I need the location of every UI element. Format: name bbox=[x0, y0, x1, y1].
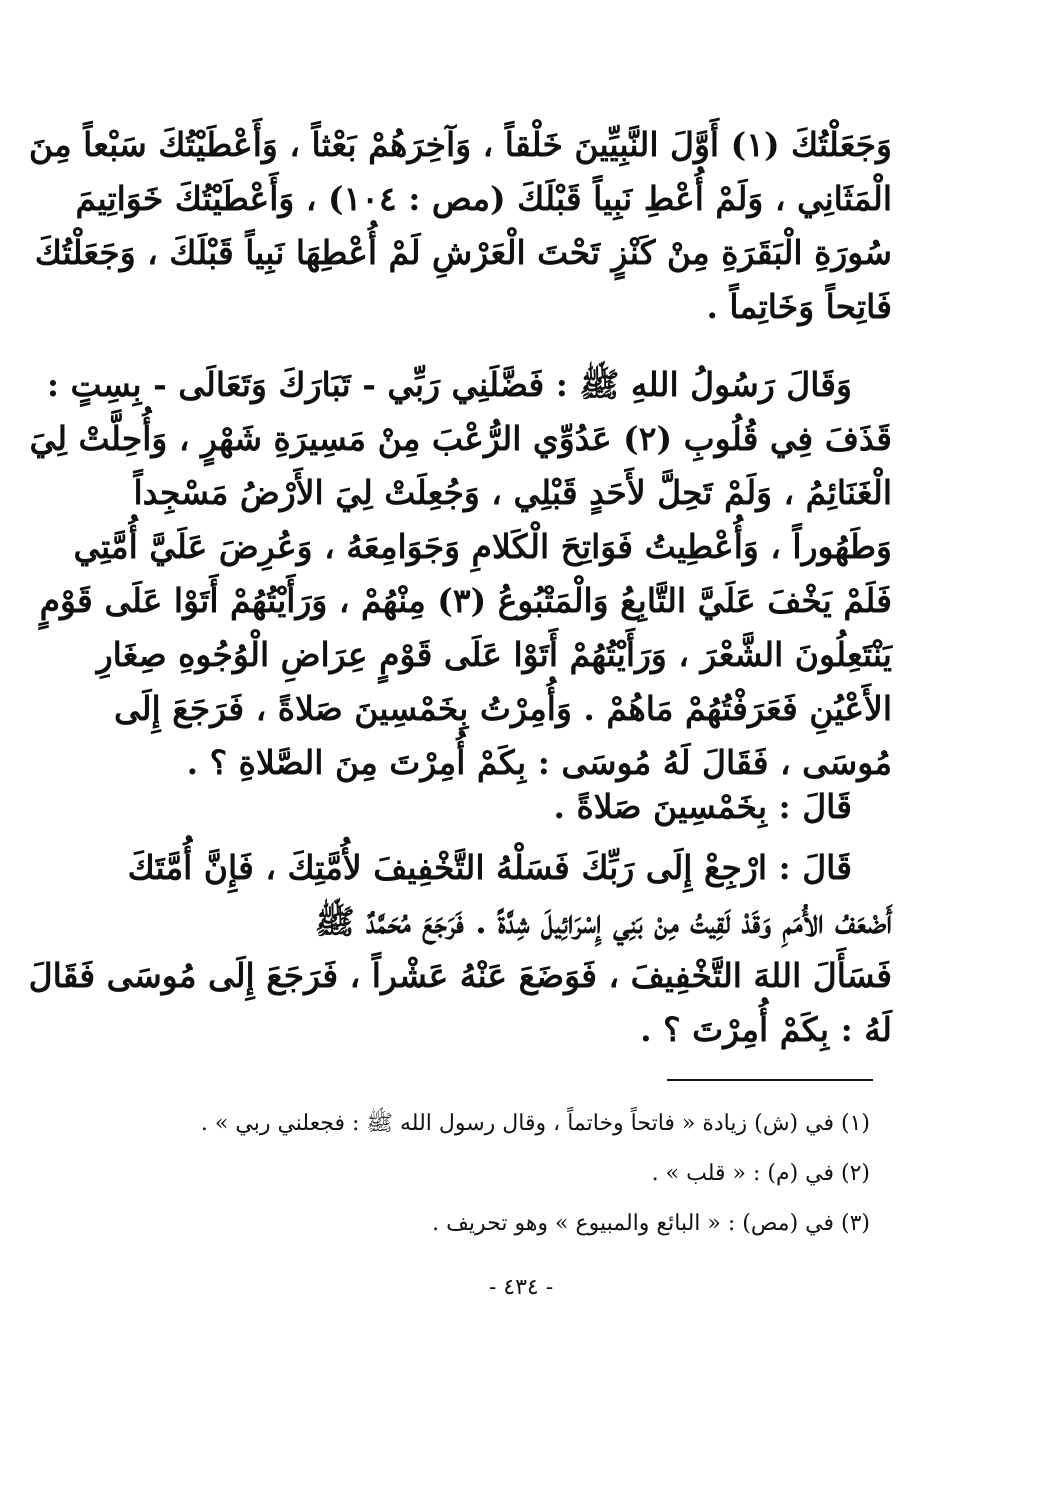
text-line: وَجَعَلْتُكَ (١) أَوَّلَ النَّبِيِّينَ خَلْقاً ، وَآخِرَهُمْ بَعْثاً ، وَأَعْطَيْتُكَ سَبْعاً مِنَ bbox=[28, 125, 892, 164]
footnote-1: (١) في (ش) زيادة « فاتحاً وخاتماً ، وقال رسول الله ﷺ : فجعلني ربي » . bbox=[200, 1111, 870, 1136]
paragraph-2 bbox=[29, 358, 892, 782]
page-number: - ٤٣٤ - bbox=[488, 1275, 554, 1300]
paragraph-1 bbox=[28, 118, 892, 358]
text-line: فَاتِحاً وَخَاتِماً . bbox=[706, 287, 892, 326]
text-line: الأَعْيُنِ فَعَرَفْتُهُمْ مَاهُمْ . وَأُمِرْتُ بِخَمْسِينَ صَلاةً ، فَرَجَعَ إِلَى bbox=[113, 689, 892, 728]
footnotes bbox=[180, 1099, 870, 1249]
paragraph-3 bbox=[180, 780, 892, 840]
text-line: لَهُ : بِكَمْ أُمِرْتَ ؟ . bbox=[640, 1010, 892, 1049]
footnote-3: (٣) في (مص) : « البائع والمبيوع » وهو تحريف . bbox=[432, 1211, 870, 1236]
text-line: قَالَ : ارْجِعْ إِلَى رَبِّكَ فَسَلْهُ التَّخْفِيفَ لأُمَّتِكَ ، فَإِنَّ أُمَّتَكَ bbox=[127, 848, 852, 887]
text-line: أَضْعَفُ الأُمَمِ وَقَدْ لَقِيتُ مِنْ بَنِي إِسْرَائِيلَ شِدَّةً . فَرَجَعَ مُحَمَّدٌ ﷺ bbox=[314, 902, 892, 941]
text-line: قَالَ : بِخَمْسِينَ صَلاةً . bbox=[553, 787, 852, 826]
text-line: وَطَهُوراً ، وَأُعْطِيتُ فَوَاتِحَ الْكَلامِ وَجَوَامِعَهُ ، وَعُرِضَ عَلَيَّ أُمَّتِي bbox=[73, 527, 892, 566]
paragraph-4 bbox=[28, 841, 892, 1081]
text-line: فَلَمْ يَخْفَ عَلَيَّ التَّابِعُ وَالْمَتْبُوعُ (٣) مِنْهُمْ ، وَرَأَيْتُهُمْ أَتَوْا عَلَى قَوْمٍ bbox=[39, 581, 892, 620]
text-line: وَقَالَ رَسُولُ اللهِ ﷺ : فَضَّلَنِي رَبِّي - تَبَارَكَ وَتَعَالَى - بِسِتٍ : bbox=[46, 365, 852, 404]
text-line: الْغَنَائِمُ ، وَلَمْ تَحِلَّ لأَحَدٍ قَبْلِي ، وَجُعِلَتْ لِيَ الأَرْضُ مَسْجِداً bbox=[133, 473, 892, 512]
footnote-2: (٢) في (م) : « قلب » . bbox=[651, 1161, 870, 1186]
text-line: يَنْتَعِلُونَ الشَّعْرَ ، وَرَأَيْتُهُمْ أَتَوْا عَلَى قَوْمٍ عِرَاضِ الْوُجُوهِ صِغَارِ bbox=[96, 635, 892, 674]
footnote-separator bbox=[667, 1079, 873, 1081]
text-line: فَسَأَلَ اللهَ التَّخْفِيفَ ، فَوَضَعَ عَنْهُ عَشْراً ، فَرَجَعَ إِلَى مُوسَى فَقَالَ bbox=[28, 956, 892, 995]
text-line: سُورَةِ الْبَقَرَةِ مِنْ كَنْزٍ تَحْتَ الْعَرْشِ لَمْ أُعْطِهَا نَبِياً قَبْلَكَ ، وَجَعَلْتُكَ bbox=[34, 233, 892, 272]
text-line: الْمَثَانِي ، وَلَمْ أُعْطِ نَبِياً قَبْلَكَ (مص : ١٠٤) ، وَأَعْطَيْتُكَ خَوَاتِيمَ bbox=[75, 179, 892, 218]
text-line: مُوسَى ، فَقَالَ لَهُ مُوسَى : بِكَمْ أُمِرْتَ مِنَ الصَّلاةِ ؟ . bbox=[186, 743, 892, 782]
text-line: قَذَفَ فِي قُلُوبِ (٢) عَدُوِّي الرُّعْبَ مِنْ مَسِيرَةِ شَهْرٍ ، وَأُحِلَّتْ لِيَ bbox=[29, 419, 892, 458]
